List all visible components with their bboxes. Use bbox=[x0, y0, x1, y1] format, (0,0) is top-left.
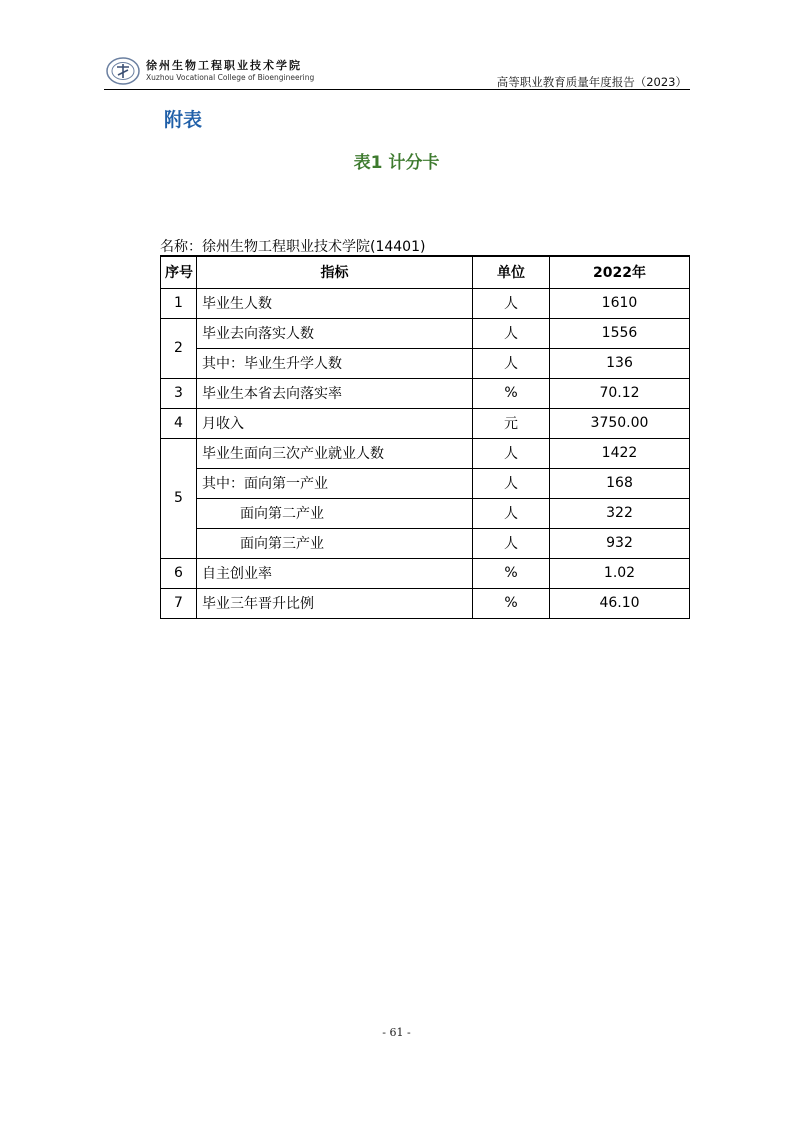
value-cell: 322 bbox=[550, 498, 690, 528]
unit-cell: 人 bbox=[473, 288, 550, 318]
indicator-cell: 面向第二产业 bbox=[197, 498, 473, 528]
unit-cell: 人 bbox=[473, 318, 550, 348]
unit-cell: % bbox=[473, 588, 550, 618]
indicator-cell: 毕业生人数 bbox=[197, 288, 473, 318]
school-logo-icon bbox=[106, 56, 140, 86]
value-cell: 46.10 bbox=[550, 588, 690, 618]
table-row bbox=[161, 318, 690, 348]
table-row bbox=[161, 288, 690, 318]
value-cell: 1.02 bbox=[550, 558, 690, 588]
unit-cell: 人 bbox=[473, 498, 550, 528]
unit-cell: % bbox=[473, 378, 550, 408]
value-cell: 932 bbox=[550, 528, 690, 558]
table-row bbox=[161, 348, 690, 378]
table-header-row bbox=[161, 256, 690, 288]
column-header-unit: 单位 bbox=[473, 256, 550, 288]
value-cell: 168 bbox=[550, 468, 690, 498]
unit-cell: % bbox=[473, 558, 550, 588]
unit-cell: 人 bbox=[473, 438, 550, 468]
row-number: 7 bbox=[161, 588, 197, 618]
school-name-cn: 徐州生物工程职业技术学院 bbox=[146, 59, 302, 72]
indicator-cell: 毕业生面向三次产业就业人数 bbox=[197, 438, 473, 468]
table-row bbox=[161, 588, 690, 618]
value-cell: 136 bbox=[550, 348, 690, 378]
row-number: 6 bbox=[161, 558, 197, 588]
value-cell: 1610 bbox=[550, 288, 690, 318]
appendix-heading: 附表 bbox=[164, 109, 203, 131]
column-header-value: 2022年 bbox=[550, 256, 690, 288]
school-name-en: Xuzhou Vocational College of Bioengineering bbox=[146, 73, 315, 82]
unit-cell: 元 bbox=[473, 408, 550, 438]
table-row bbox=[161, 408, 690, 438]
indicator-cell: 毕业去向落实人数 bbox=[197, 318, 473, 348]
row-number: 1 bbox=[161, 288, 197, 318]
institution-name-line: 名称：徐州生物工程职业技术学院(14401) bbox=[160, 239, 426, 255]
page-number: - 61 - bbox=[382, 1026, 411, 1039]
unit-cell: 人 bbox=[473, 528, 550, 558]
table-row bbox=[161, 528, 690, 558]
table-row bbox=[161, 438, 690, 468]
column-header-indicator: 指标 bbox=[197, 256, 473, 288]
scorecard-table bbox=[160, 255, 690, 619]
table-title: 表1 计分卡 bbox=[353, 153, 440, 173]
indicator-cell: 其中：面向第一产业 bbox=[197, 468, 473, 498]
indicator-cell: 毕业生本省去向落实率 bbox=[197, 378, 473, 408]
indicator-cell: 毕业三年晋升比例 bbox=[197, 588, 473, 618]
unit-cell: 人 bbox=[473, 348, 550, 378]
indicator-cell: 自主创业率 bbox=[197, 558, 473, 588]
value-cell: 1422 bbox=[550, 438, 690, 468]
table-row bbox=[161, 558, 690, 588]
header-divider bbox=[104, 89, 690, 90]
unit-cell: 人 bbox=[473, 468, 550, 498]
table-row bbox=[161, 468, 690, 498]
column-header-no: 序号 bbox=[161, 256, 197, 288]
row-number: 3 bbox=[161, 378, 197, 408]
table-row bbox=[161, 378, 690, 408]
row-number: 4 bbox=[161, 408, 197, 438]
report-title: 高等职业教育质量年度报告（2023） bbox=[496, 75, 687, 89]
value-cell: 3750.00 bbox=[550, 408, 690, 438]
value-cell: 1556 bbox=[550, 318, 690, 348]
indicator-cell: 面向第三产业 bbox=[197, 528, 473, 558]
table-row bbox=[161, 498, 690, 528]
row-number: 5 bbox=[161, 438, 197, 558]
indicator-cell: 其中：毕业生升学人数 bbox=[197, 348, 473, 378]
value-cell: 70.12 bbox=[550, 378, 690, 408]
row-number: 2 bbox=[161, 318, 197, 378]
indicator-cell: 月收入 bbox=[197, 408, 473, 438]
